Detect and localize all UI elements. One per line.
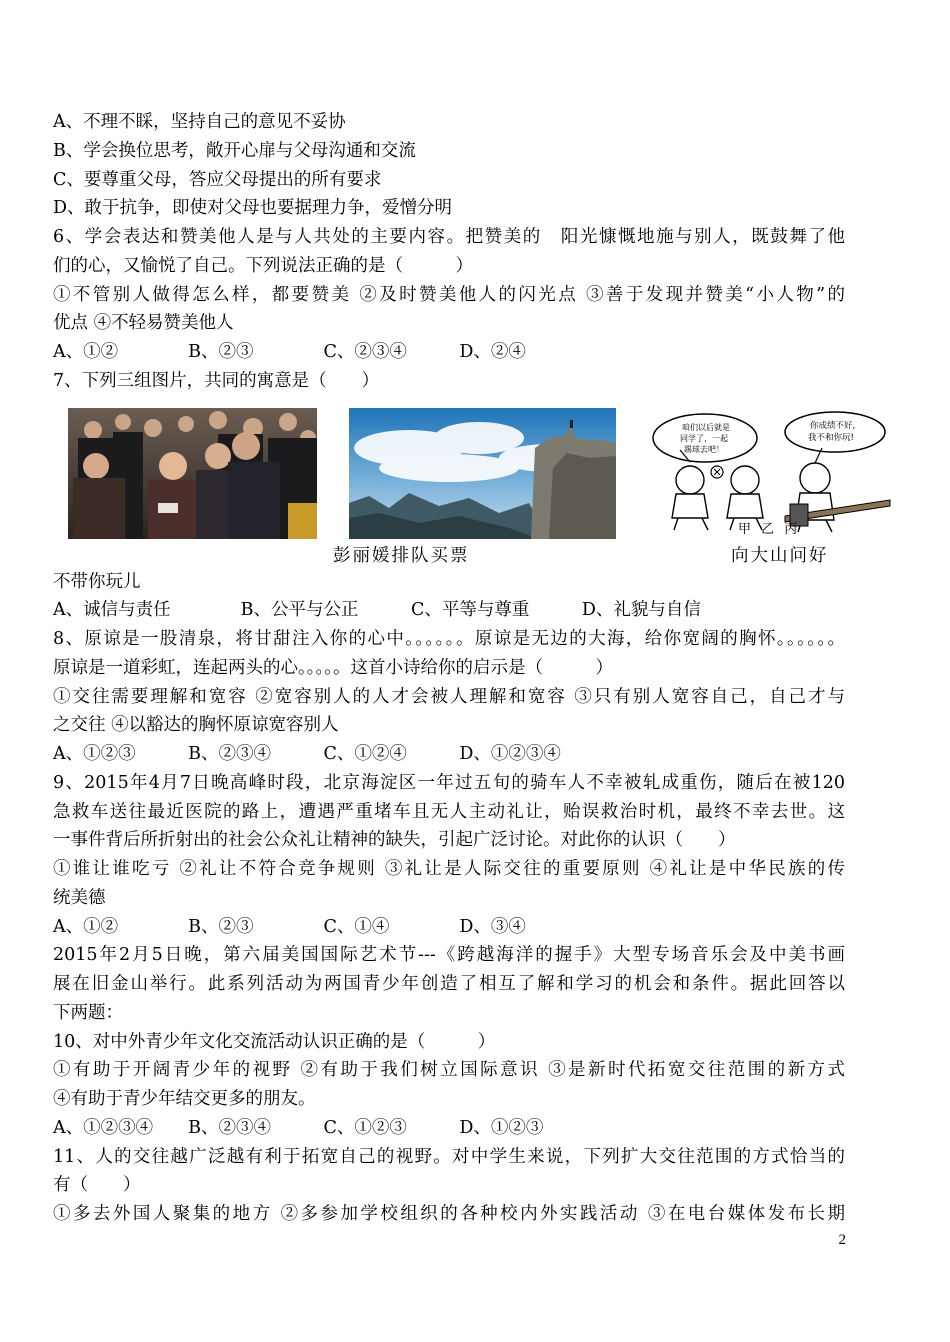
mountain-photo (349, 408, 616, 539)
q8-statements-line2: 之交往 ④以豁达的胸怀原谅宽容别人 (53, 715, 339, 735)
q10-statements-line1: ①有助于开阔青少年的视野 ②有助于我们树立国际意识 ③是新时代拓宽交往范围的新方式 (53, 1060, 845, 1080)
q9-stem-line3: 一事件背后所折射出的社会公众礼让精神的缺失，引起广泛讨论。对此你的认识（ ） (53, 830, 736, 850)
q7-stem: 7、下列三组图片，共同的寓意是（ ） (53, 371, 380, 391)
q11-statements-line1: ①多去外国人聚集的地方 ②多参加学校组织的各种校内外实践活动 ③在电台媒体发布长期 (53, 1204, 845, 1224)
caption-mountain: 向大山问好 (731, 546, 829, 566)
q11-stem-line1: 11、人的交往越广泛越有利于拓宽自己的视野。对中学生来说，下列扩大交往范围的方式恰当的 (53, 1147, 845, 1167)
q6-stem-line1: 6、学会表达和赞美他人是与人共处的主要内容。把赞美的 阳光慷慨地施与别人，既鼓舞了他 (53, 227, 845, 247)
caption-cartoon: 不带你玩儿 (53, 572, 141, 592)
q10-stem: 10、对中外青少年文化交流活动认识正确的是（ ） (53, 1032, 496, 1052)
material-line2: 展在旧金山举行。此系列活动为两国青少年创造了相互了解和学习的机会和条件。据此回答以 (53, 974, 845, 994)
queue-photo (68, 408, 317, 539)
q9-stem-line2: 急救车送往最近医院的路上，遭遇严重堵车且无人主动礼让，贻误救治时机，最终不幸去世。这 (53, 802, 845, 822)
svg-text:同学了，一起: 同学了，一起 (680, 434, 728, 443)
q9-statements-line1: ①谁让谁吃亏 ②礼让不符合竞争规则 ③礼让是人际交往的重要原则 ④礼让是中华民族的传 (53, 859, 845, 879)
option-a: A、不理不睬，坚持自己的意见不妥协 (53, 112, 346, 132)
q9-stem-line1: 9、2015年4月7日晚高峰时段，北京海淀区一年过五旬的骑车人不幸被轧成重伤，随后在被120 (53, 773, 845, 793)
q9-statements-line2: 统美德 (53, 888, 106, 908)
svg-text:我不和你玩!: 我不和你玩! (808, 433, 854, 443)
q10-statements-line2: ④有助于青少年结交更多的朋友。 (53, 1089, 316, 1109)
q6-statements-line2: 优点 ④不轻易赞美他人 (53, 313, 234, 333)
q11-stem-line2: 有（ ） (53, 1175, 141, 1195)
material-line1: 2015年2月5日晚，第六届美国国际艺术节---《跨越海洋的握手》大型专场音乐会及中美书画 (53, 945, 845, 965)
q6-statements-line1: ①不管别人做得怎么样，都要赞美 ②及时赞美他人的闪光点 ③善于发现并赞美“小人物”的 (53, 285, 846, 305)
q6-options: A、①② B、②③ C、②③④ D、②④ (53, 342, 526, 362)
caption-queue: 彭丽媛排队买票 (333, 546, 470, 566)
material-line3: 下两题： (53, 1003, 123, 1023)
q8-options: A、①②③ B、②③④ C、①②④ D、①②③④ (53, 744, 561, 764)
option-b: B、学会换位思考，敞开心扉与父母沟通和交流 (53, 141, 416, 161)
q8-stem-line2: 原谅是一道彩虹，连起两头的心。。。。。这首小诗给你的启示是（ ） (53, 658, 613, 678)
q9-options: A、①② B、②③ C、①④ D、③④ (53, 917, 526, 937)
page-number: 2 (838, 1232, 846, 1248)
bubble-text-1: 咱们以后就是 (682, 423, 730, 432)
svg-text:踢球去吧！: 踢球去吧！ (684, 445, 724, 454)
cartoon-labels: 甲 乙 丙 (738, 522, 801, 537)
bubble-text-2: 你成绩不好, (810, 421, 856, 431)
q8-stem-line1: 8、原谅是一股清泉，将甘甜注入你的心中。。。。。。原谅是无边的大海，给你宽阔的胸怀。。。。。。 (53, 629, 845, 649)
option-c: C、要尊重父母，答应父母提出的所有要求 (53, 170, 382, 190)
q8-statements-line1: ①交往需要理解和宽容 ②宽容别人的人才会被人理解和宽容 ③只有别人宽容自己，自己才与 (53, 687, 845, 707)
option-d: D、敢于抗争，即使对父母也要据理力争，爱憎分明 (53, 198, 453, 218)
q6-stem-line2: 们的心，又愉悦了自己。下列说法正确的是（ ） (53, 256, 473, 276)
q7-options: A、诚信与责任 B、公平与公正 C、平等与尊重 D、礼貌与自信 (53, 600, 701, 620)
q10-options: A、①②③④ B、②③④ C、①②③ D、①②③ (53, 1118, 544, 1138)
